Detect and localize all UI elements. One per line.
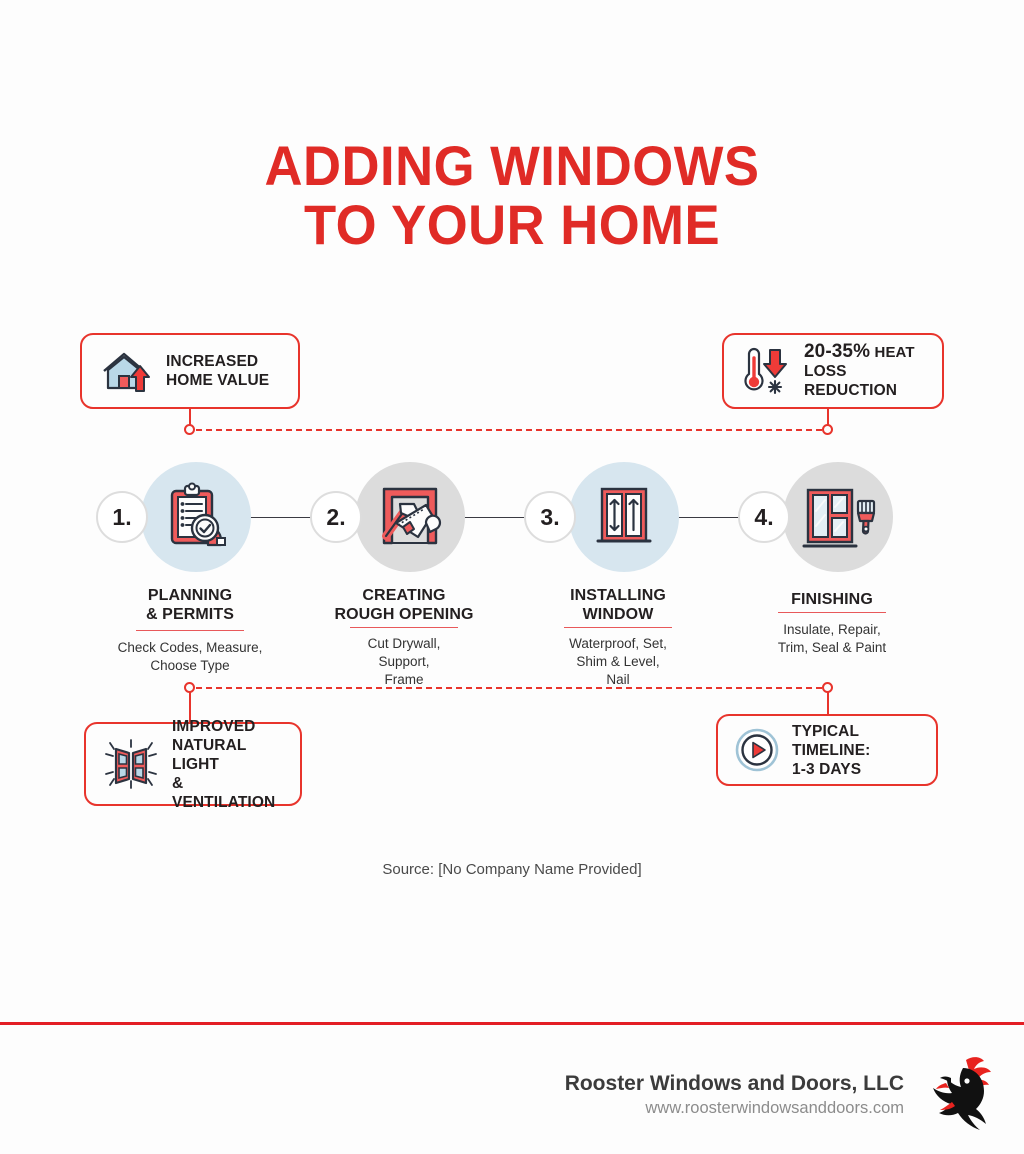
callout-increased-home-value xyxy=(80,333,300,409)
top-dashed-connector xyxy=(196,429,822,431)
step-joiner-2-3 xyxy=(457,517,525,518)
step-2-description xyxy=(297,635,511,689)
callout-timeline-text xyxy=(792,722,920,779)
step-3-description-line-1: Waterproof, Set, xyxy=(569,636,667,651)
step-4-disc xyxy=(783,462,893,572)
open-window-light-rays-icon xyxy=(102,738,160,790)
step-4-description xyxy=(725,621,939,657)
connector-node-top-left xyxy=(184,424,195,435)
title-line-2: TO YOUR HOME xyxy=(303,193,721,256)
callout-natural-light-line-1: IMPROVED xyxy=(172,717,256,735)
connector-stem-bottom-right xyxy=(827,692,829,714)
step-2-divider xyxy=(350,627,458,628)
step-joiner-3-4 xyxy=(671,517,739,518)
connector-node-top-right xyxy=(822,424,833,435)
step-2-description-line-2: Support, xyxy=(378,654,430,669)
step-2-number-badge: 2. xyxy=(310,491,362,543)
step-3-description-line-3: Nail xyxy=(606,672,630,687)
connector-stem-top-right xyxy=(827,409,829,425)
callout-typical-timeline xyxy=(716,714,938,786)
source-note: Source: [No Company Name Provided] xyxy=(382,861,642,878)
rooster-head-logo xyxy=(922,1054,1000,1136)
callout-heat-loss-line-1 xyxy=(804,342,926,362)
connector-stem-top-left xyxy=(189,409,191,425)
step-3-number-badge: 3. xyxy=(524,491,576,543)
house-with-up-arrow-icon xyxy=(98,347,154,395)
callout-heat-loss-line-2: LOSS REDUCTION xyxy=(804,363,898,399)
step-3-disc xyxy=(569,462,679,572)
step-1-number-badge: 1. xyxy=(96,491,148,543)
step-4-number-badge: 4. xyxy=(738,491,790,543)
window-paintbrush-icon xyxy=(800,481,876,553)
step-1-divider xyxy=(136,630,244,631)
footer-company-name: Rooster Windows and Doors, LLC xyxy=(564,1072,904,1095)
step-1-heading xyxy=(83,586,297,624)
footer-text-block xyxy=(565,1071,904,1119)
callout-natural-light-line-2: NATURAL LIGHT xyxy=(172,736,247,773)
connector-node-bottom-left xyxy=(184,682,195,693)
thermometer-snowflake-down-arrow-icon xyxy=(740,346,792,396)
step-joiner-1-2 xyxy=(243,517,311,518)
play-circle-icon xyxy=(734,727,780,773)
step-3-heading-line-2: WINDOW xyxy=(582,606,654,623)
step-2-description-line-3: Frame xyxy=(384,672,424,687)
footer-divider xyxy=(0,1022,1024,1025)
step-2-heading-line-1: CREATING xyxy=(362,587,446,604)
heat-loss-stat: 20-35% xyxy=(804,341,871,362)
step-3-description xyxy=(511,635,725,689)
step-4-description-line-2: Trim, Seal & Paint xyxy=(777,640,887,655)
window-with-arrows-icon xyxy=(588,481,660,553)
callout-natural-light-line-3: & VENTILATION xyxy=(172,774,276,811)
step-1-disc xyxy=(141,462,251,572)
step-2-disc xyxy=(355,462,465,572)
step-2-heading xyxy=(297,586,511,624)
callout-home-value-line-2: HOME VALUE xyxy=(166,372,270,389)
callout-heat-loss-reduction xyxy=(722,333,944,409)
callout-timeline-line-1: TYPICAL TIMELINE: xyxy=(792,722,871,759)
callout-improved-natural-light xyxy=(84,717,302,811)
callout-heat-loss-text xyxy=(804,342,926,400)
step-1-description-line-1: Check Codes, Measure, xyxy=(117,640,263,655)
step-1-heading-line-2: & PERMITS xyxy=(145,606,235,623)
page-title xyxy=(31,136,994,254)
footer-website-url: www.roosterwindowsanddoors.com xyxy=(645,1099,904,1117)
title-line-1: ADDING WINDOWS xyxy=(264,134,760,197)
step-2-heading-line-2: ROUGH OPENING xyxy=(334,606,474,623)
step-4-divider xyxy=(778,612,886,613)
step-4-description-line-1: Insulate, Repair, xyxy=(783,622,881,637)
step-1-heading-line-1: PLANNING xyxy=(147,587,233,604)
callout-natural-light-text xyxy=(172,717,284,812)
step-1-description-line-2: Choose Type xyxy=(150,658,230,673)
step-4-heading xyxy=(725,590,939,609)
step-3-heading-line-1: INSTALLING xyxy=(570,587,666,604)
frame-hammer-saw-icon xyxy=(374,481,446,553)
clipboard-checklist-tape-measure-icon xyxy=(160,481,232,553)
connector-node-bottom-right xyxy=(822,682,833,693)
step-3-heading xyxy=(511,586,725,624)
step-3-divider xyxy=(564,627,672,628)
callout-home-value-text xyxy=(166,352,269,390)
step-1-description xyxy=(83,639,297,675)
heat-loss-line-1-rest: HEAT xyxy=(874,344,915,361)
callout-timeline-line-2: 1-3 DAYS xyxy=(792,760,862,778)
callout-home-value-line-1: INCREASED xyxy=(166,353,259,370)
footer xyxy=(0,1050,1024,1140)
step-3-description-line-2: Shim & Level, xyxy=(576,654,660,669)
step-2-description-line-1: Cut Drywall, xyxy=(367,636,441,651)
step-4-heading-line-1: FINISHING xyxy=(791,591,873,608)
